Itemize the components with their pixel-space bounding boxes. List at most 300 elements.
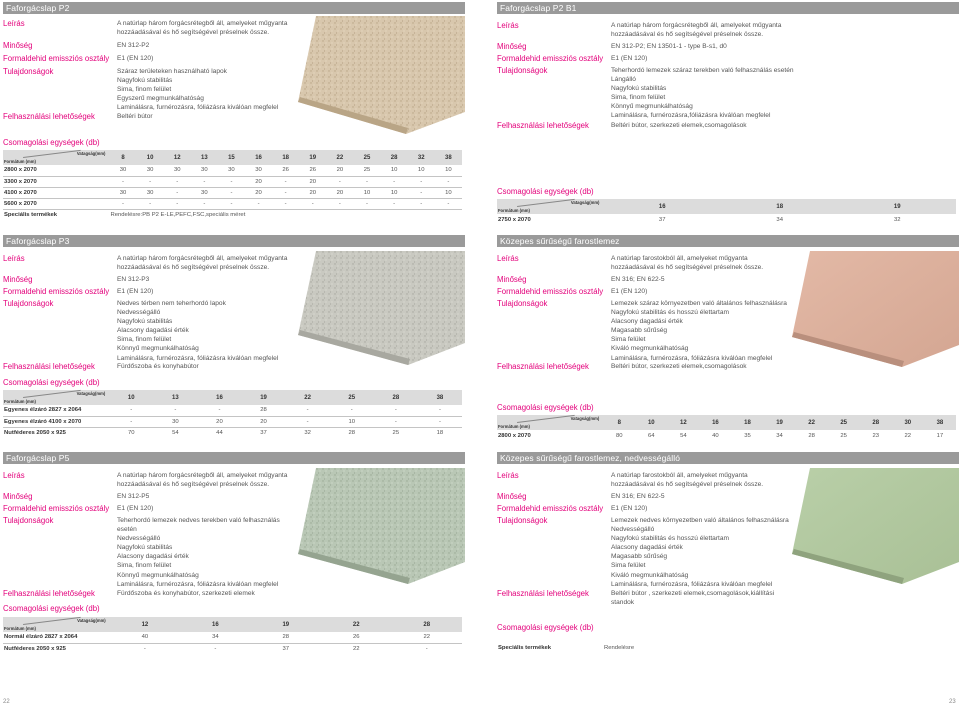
- table-cell: 17: [936, 432, 944, 439]
- table-cell: -: [137, 198, 164, 209]
- prop-label: Tulajdonságok: [497, 66, 548, 75]
- prop-label: Felhasználási lehetőségek: [497, 589, 589, 598]
- table-cell: -: [218, 198, 245, 209]
- prop-value: Nedvességálló: [117, 535, 161, 543]
- thickness-header: 13: [153, 390, 197, 405]
- table-cell: 44: [216, 429, 223, 436]
- prop-value: Alacsony dagadási érték: [611, 318, 683, 326]
- table-cell: 22: [904, 432, 912, 439]
- prop-label: Minőség: [497, 492, 527, 501]
- row-format-label: Normál élzáró 2827 x 2064: [3, 632, 110, 643]
- prop-value: Sima felület: [611, 562, 646, 570]
- table-cell: 30: [191, 187, 218, 198]
- prop-label: Leírás: [497, 21, 519, 30]
- thickness-header: 38: [418, 390, 462, 405]
- table-cell: 10: [330, 416, 374, 427]
- format-header-label: Formátum (mm): [498, 208, 530, 213]
- thickness-header: 10: [635, 415, 667, 430]
- prop-value: standok: [611, 599, 635, 607]
- thickness-header: 19: [838, 199, 956, 214]
- thickness-header: 22: [796, 415, 828, 430]
- header-divider: [517, 415, 575, 423]
- prop-value: EN 316; EN 622-5: [611, 493, 665, 500]
- thickness-header: 16: [245, 150, 272, 165]
- format-header-label: Formátum (mm): [4, 159, 36, 164]
- table-corner-header: [3, 150, 109, 165]
- header-divider: [517, 199, 575, 207]
- table-cell: -: [109, 416, 153, 427]
- prop-value: Sima, finom felület: [611, 94, 666, 102]
- prop-value: E1 (EN 120): [117, 288, 154, 295]
- table-cell: 40: [712, 432, 719, 439]
- table-cell: 25: [392, 429, 400, 436]
- board-illustration: [298, 16, 465, 134]
- thickness-header: 12: [667, 415, 699, 430]
- packaging-title: Csomagolási egységek (db): [3, 138, 100, 147]
- thickness-header: 25: [330, 390, 374, 405]
- table-cell: -: [153, 405, 197, 416]
- table-cell: 35: [744, 432, 751, 439]
- table-cell: 20: [299, 176, 326, 187]
- prop-value: EN 312-P3: [117, 276, 150, 283]
- table-cell: -: [197, 405, 241, 416]
- special-products-note: Rendelésre: [604, 644, 635, 651]
- prop-label: Leírás: [497, 254, 519, 263]
- prop-label: Felhasználási lehetőségek: [497, 121, 589, 130]
- table-cell: 37: [658, 216, 666, 223]
- table-cell: 20: [326, 187, 353, 198]
- prop-value: Sima, finom felület: [117, 86, 172, 94]
- prop-value: Nedvességálló: [117, 309, 161, 317]
- thickness-header: 19: [299, 150, 326, 165]
- thickness-header: 10: [109, 390, 153, 405]
- table-cell: -: [191, 198, 218, 209]
- prop-value: E1 (EN 120): [117, 505, 154, 512]
- table-cell: 34: [180, 632, 250, 643]
- packaging-title: Csomagolási egységek (db): [3, 378, 100, 387]
- table-row: [497, 214, 956, 225]
- prop-label: Tulajdonságok: [497, 299, 548, 308]
- prop-value: Beltéri bútor , szerkezeti elemek,csomagolások,kiállítási: [611, 590, 775, 597]
- board-image: [792, 468, 959, 584]
- table-cell: 10: [435, 165, 462, 176]
- table-row: [3, 416, 462, 427]
- table-cell: -: [374, 405, 418, 416]
- prop-value: Sima felület: [611, 336, 646, 344]
- prop-value: Száraz területeken használható lapok: [117, 68, 227, 75]
- thickness-header-label: Vatagság(mm): [570, 416, 600, 421]
- product-section-p3: [3, 235, 465, 436]
- table-header-row: [3, 390, 462, 405]
- table-cell: -: [374, 416, 418, 427]
- table-cell: -: [272, 187, 299, 198]
- table-cell: -: [330, 405, 374, 416]
- row-format-label: 2800 x 2070: [498, 432, 531, 439]
- table-corner-header: [3, 617, 110, 632]
- prop-value: Fürdőszoba és konyhabútor, szerkezeti elemek: [117, 590, 255, 597]
- table-cell: 18: [436, 429, 444, 436]
- product-section-mdf-mr: [497, 452, 959, 651]
- prop-label: Tulajdonságok: [497, 516, 548, 525]
- prop-value: Beltéri bútor: [117, 113, 153, 120]
- packaging-table: [497, 415, 956, 441]
- prop-value: A natúrlap három forgácsrétegből áll, amelyeket műgyanta: [117, 255, 288, 262]
- thickness-header: 28: [860, 415, 892, 430]
- thickness-header: 16: [197, 390, 241, 405]
- table-row: [3, 427, 462, 438]
- row-format-label: 4100 x 2070: [3, 187, 109, 198]
- product-section-p2: [3, 2, 465, 218]
- table-cell: 20: [245, 187, 272, 198]
- table-cell: -: [164, 187, 191, 198]
- table-cell: 32: [893, 216, 901, 223]
- prop-label: Tulajdonságok: [3, 516, 54, 525]
- thickness-header: 22: [326, 150, 353, 165]
- table-cell: 25: [840, 432, 847, 439]
- prop-value: Beltéri bútor, szerkezeti elemek,csomagolások: [611, 363, 747, 370]
- table-cell: 28: [808, 432, 815, 439]
- prop-label: Leírás: [3, 254, 25, 263]
- table-cell: 30: [109, 165, 136, 176]
- row-format-label: Egyenes élzáró 2827 x 2064: [3, 405, 109, 416]
- row-format-label: Nutféderes 2050 x 925: [4, 429, 66, 436]
- table-corner-header: [497, 199, 603, 214]
- prop-value: Laminálásra, furnérozásra, fóliázásra kiválóan megfelel: [611, 580, 773, 588]
- prop-label: Felhasználási lehetőségek: [3, 112, 95, 121]
- table-cell: 10: [435, 187, 462, 198]
- header-divider: [23, 150, 81, 158]
- section-title: Közepes sűrűségű farostlemez, nedvességálló: [497, 452, 959, 464]
- table-cell: -: [191, 176, 218, 187]
- prop-value: A natúrlap farostokból áll, amelyeket műgyanta: [611, 255, 748, 262]
- board-image: [298, 468, 465, 584]
- table-row: [3, 176, 462, 187]
- thickness-header: 8: [109, 150, 136, 165]
- table-cell: 23: [872, 432, 880, 439]
- table-cell: -: [418, 405, 462, 416]
- table-cell: -: [425, 645, 428, 652]
- page-number: 22: [3, 699, 10, 705]
- table-corner-header: [497, 415, 603, 430]
- table-cell: -: [272, 198, 299, 209]
- special-products-label: Speciális termékek: [498, 644, 552, 651]
- prop-value: hozzáadásával és hő segítségével préselnek össze.: [611, 264, 764, 272]
- prop-value: Magasabb sűrűség: [611, 553, 668, 561]
- prop-value: Könnyű megmunkálhatóság: [611, 103, 693, 111]
- thickness-header: 22: [321, 617, 391, 632]
- prop-value: Kiváló megmunkálhatóság: [611, 571, 689, 579]
- thickness-header: 22: [286, 390, 330, 405]
- prop-value: Beltéri bútor, szerkezeti elemek,csomagolások: [611, 122, 747, 129]
- table-cell: 10: [408, 165, 435, 176]
- prop-value: A natúrlap farostokból áll, amelyeket műgyanta: [611, 472, 748, 479]
- prop-value: Nagyfokú stabilitás: [117, 318, 173, 326]
- row-format-label: Nutféderes 2050 x 925: [4, 645, 66, 652]
- prop-label: Formaldehid emissziós osztály: [3, 287, 110, 296]
- thickness-header: 18: [272, 150, 299, 165]
- prop-label: Tulajdonságok: [3, 299, 54, 308]
- prop-label: Formaldehid emissziós osztály: [3, 54, 110, 63]
- prop-value: Könnyű megmunkálhatóság: [117, 571, 199, 579]
- table-cell: 26: [299, 165, 326, 176]
- thickness-header: 38: [924, 415, 956, 430]
- table-corner-header: [3, 390, 109, 405]
- table-cell: 20: [242, 416, 286, 427]
- table-cell: 54: [680, 432, 687, 439]
- section-title: Faforgácslap P5: [3, 452, 465, 464]
- prop-value: E1 (EN 120): [611, 55, 648, 62]
- table-cell: -: [408, 176, 435, 187]
- table-cell: 37: [282, 645, 290, 652]
- table-cell: 64: [648, 432, 655, 439]
- prop-value: EN 312-P5: [117, 493, 150, 500]
- prop-label: Minőség: [3, 41, 33, 50]
- prop-label: Leírás: [3, 471, 25, 480]
- thickness-header-label: Vatagság(mm): [570, 200, 600, 205]
- table-cell: -: [326, 176, 353, 187]
- prop-label: Formaldehid emissziós osztály: [497, 54, 604, 63]
- prop-value: Nagyfokú stabilitás: [611, 85, 667, 93]
- table-cell: -: [143, 645, 146, 652]
- prop-value: A natúrlap három forgácsrétegből áll, amelyeket műgyanta: [117, 472, 288, 479]
- product-section-mdf: [497, 235, 959, 439]
- format-header-label: Formátum (mm): [498, 424, 530, 429]
- table-cell: 34: [776, 432, 783, 439]
- header-divider: [23, 390, 81, 398]
- table-cell: 30: [218, 165, 245, 176]
- prop-value: Magasabb sűrűség: [611, 327, 668, 335]
- table-row: [3, 187, 462, 198]
- table-cell: -: [286, 416, 330, 427]
- table-cell: 40: [110, 632, 180, 643]
- thickness-header: 19: [251, 617, 321, 632]
- packaging-title: Csomagolási egységek (db): [497, 403, 594, 412]
- prop-value: Lángálló: [611, 76, 636, 84]
- thickness-header: 8: [603, 415, 635, 430]
- prop-value: Lemezek száraz környezetben való általános felhasználásra: [611, 300, 787, 307]
- prop-value: EN 312-P2: [117, 42, 150, 49]
- table-cell: -: [408, 187, 435, 198]
- prop-value: Egyszerű megmunkálhatóság: [117, 95, 204, 103]
- prop-label: Felhasználási lehetőségek: [497, 362, 589, 371]
- thickness-header: 30: [892, 415, 924, 430]
- thickness-header: 16: [180, 617, 250, 632]
- table-cell: 10: [381, 165, 408, 176]
- table-cell: -: [109, 176, 136, 187]
- table-cell: -: [353, 176, 380, 187]
- thickness-header: 28: [374, 390, 418, 405]
- table-cell: 20: [197, 416, 241, 427]
- table-cell: -: [245, 198, 272, 209]
- table-cell: -: [353, 198, 380, 209]
- table-cell: -: [435, 176, 462, 187]
- table-cell: -: [381, 198, 408, 209]
- thickness-header: 28: [381, 150, 408, 165]
- thickness-header: 28: [392, 617, 463, 632]
- table-cell: -: [435, 198, 462, 209]
- product-section-p5: [3, 452, 465, 652]
- prop-value: Nedvességálló: [611, 526, 655, 534]
- table-cell: 32: [304, 429, 311, 436]
- row-format-label: 2800 x 2070: [3, 165, 109, 176]
- thickness-header: 12: [110, 617, 180, 632]
- prop-value: Kiváló megmunkálhatóság: [611, 345, 689, 353]
- prop-value: Alacsony dagadási érték: [611, 544, 683, 552]
- prop-label: Leírás: [497, 471, 519, 480]
- table-cell: 30: [137, 165, 164, 176]
- section-title: Közepes sűrűségű farostlemez: [497, 235, 959, 247]
- prop-label: Felhasználási lehetőségek: [3, 362, 95, 371]
- thickness-header: 19: [764, 415, 796, 430]
- special-products-row: [497, 642, 956, 653]
- prop-value: hozzáadásával és hő segítségével préselnek össze.: [611, 481, 764, 489]
- table-cell: 20: [299, 187, 326, 198]
- table-row: [3, 165, 462, 176]
- table-header-row: [497, 199, 956, 214]
- prop-value: Teherhordó lemezek száraz terekben való felhasználás esetén: [611, 67, 794, 74]
- format-header-label: Formátum (mm): [4, 626, 36, 631]
- prop-value: Laminálásra, furnérozásra, fóliázásra kiválóan megfelel: [117, 354, 279, 362]
- table-cell: 37: [260, 429, 267, 436]
- prop-value: Laminálásra, furnérozásra, fóliázásra kiválóan megfelel: [611, 354, 773, 362]
- table-cell: -: [408, 198, 435, 209]
- section-title: Faforgácslap P2: [3, 2, 465, 14]
- packaging-table: [3, 390, 462, 438]
- table-cell: 30: [153, 416, 197, 427]
- prop-value: Nagyfokú stabilitás: [117, 77, 173, 85]
- table-cell: -: [109, 405, 153, 416]
- table-cell: -: [214, 645, 217, 652]
- thickness-header-label: Vatagság(mm): [77, 618, 106, 623]
- packaging-title: Csomagolási egységek (db): [497, 623, 594, 632]
- prop-value: E1 (EN 120): [611, 288, 648, 295]
- thickness-header: 18: [721, 199, 839, 214]
- prop-label: Minőség: [3, 275, 33, 284]
- prop-value: Laminálásra, furnérozásra, fóliázásra kiválóan megfelel: [117, 104, 279, 112]
- prop-value: Sima, finom felület: [117, 336, 172, 344]
- table-cell: -: [272, 176, 299, 187]
- table-cell: 22: [392, 632, 463, 643]
- table-row: [3, 632, 462, 643]
- section-title: Faforgácslap P3: [3, 235, 465, 247]
- table-cell: 30: [109, 187, 136, 198]
- section-title: Faforgácslap P2 B1: [497, 2, 959, 14]
- table-cell: 25: [353, 165, 380, 176]
- table-cell: 22: [352, 645, 360, 652]
- table-cell: 54: [172, 429, 179, 436]
- prop-value: Könnyű megmunkálhatóság: [117, 345, 199, 353]
- table-cell: -: [381, 176, 408, 187]
- prop-value: Alacsony dagadási érték: [117, 327, 189, 335]
- thickness-header: 12: [164, 150, 191, 165]
- packaging-table: [497, 642, 956, 653]
- thickness-header: 10: [137, 150, 164, 165]
- prop-label: Formaldehid emissziós osztály: [3, 504, 110, 513]
- thickness-header: 16: [699, 415, 731, 430]
- board-image: [298, 251, 465, 365]
- table-row: [3, 198, 462, 209]
- table-row: [3, 405, 462, 416]
- packaging-table: [497, 199, 956, 225]
- thickness-header-label: Vatagság(mm): [76, 151, 106, 156]
- prop-value: EN 312-P2; EN 13501-1 - type B-s1, d0: [611, 43, 727, 50]
- prop-label: Felhasználási lehetőségek: [3, 589, 95, 598]
- thickness-header: 15: [218, 150, 245, 165]
- prop-value: Laminálásra, furnérozásra, fóliázásra kiválóan megfelel: [117, 580, 279, 588]
- board-illustration: [792, 251, 959, 367]
- table-cell: 20: [245, 176, 272, 187]
- row-format-label: 5600 x 2070: [3, 198, 109, 209]
- table-cell: 80: [615, 432, 623, 439]
- prop-label: Minőség: [3, 492, 33, 501]
- special-products-note: Rendelésre:PB P2 E-LE,PEFC,FSC,speciális méret: [110, 211, 246, 218]
- prop-value: Nagyfokú stabilitás és hosszú élettartam: [611, 535, 730, 543]
- table-header-row: [497, 415, 956, 430]
- table-cell: 10: [353, 187, 380, 198]
- prop-value: Fürdőszoba és konyhabútor: [117, 363, 199, 370]
- table-cell: 30: [191, 165, 218, 176]
- table-cell: -: [164, 198, 191, 209]
- page-number: 23: [949, 699, 956, 705]
- prop-label: Formaldehid emissziós osztály: [497, 287, 604, 296]
- prop-label: Formaldehid emissziós osztály: [497, 504, 604, 513]
- header-divider: [23, 617, 81, 625]
- table-cell: -: [218, 176, 245, 187]
- packaging-table: [3, 150, 462, 220]
- table-cell: -: [418, 416, 462, 427]
- prop-value: esetén: [117, 526, 137, 534]
- table-cell: 28: [251, 632, 321, 643]
- prop-value: A natúrlap három forgácsrétegből áll, amelyeket műgyanta: [611, 22, 782, 29]
- thickness-header-label: Vatagság(mm): [76, 391, 106, 396]
- format-header-label: Formátum (mm): [4, 399, 36, 404]
- prop-value: EN 316; EN 622-5: [611, 276, 665, 283]
- prop-value: Nedves térben nem teherhordó lapok: [117, 300, 226, 307]
- table-cell: 28: [348, 429, 356, 436]
- prop-label: Leírás: [3, 19, 25, 28]
- prop-value: hozzáadásával és hő segítségével préselnek össze.: [611, 31, 764, 39]
- thickness-header: 13: [191, 150, 218, 165]
- table-row: [497, 430, 956, 441]
- prop-value: Sima, finom felület: [117, 562, 172, 570]
- table-cell: 70: [127, 429, 135, 436]
- table-header-row: [3, 617, 462, 632]
- board-illustration: [298, 468, 465, 584]
- product-section-p2-b1: [497, 2, 959, 223]
- prop-label: Tulajdonságok: [3, 67, 54, 76]
- table-cell: 26: [321, 632, 391, 643]
- table-cell: 20: [326, 165, 353, 176]
- table-row: [3, 643, 462, 654]
- prop-value: Laminálásra, furnérozásra,fóliázásra kiválóan megfelel: [611, 112, 771, 120]
- board-image: [792, 251, 959, 367]
- table-cell: -: [326, 198, 353, 209]
- prop-value: hozzáadásával és hő segítségével préselnek össze.: [117, 481, 270, 489]
- thickness-header: 25: [828, 415, 860, 430]
- packaging-title: Csomagolási egységek (db): [497, 187, 594, 196]
- prop-value: Alacsony dagadási érték: [117, 553, 189, 561]
- thickness-header: 18: [731, 415, 763, 430]
- packaging-table: [3, 617, 462, 654]
- prop-value: Nagyfokú stabilitás és hosszú élettartam: [611, 309, 730, 317]
- prop-value: hozzáadásával és hő segítségével préselnek össze.: [117, 264, 270, 272]
- table-cell: 30: [137, 187, 164, 198]
- special-products-label: Speciális termékek: [4, 211, 58, 218]
- prop-label: Minőség: [497, 42, 527, 51]
- table-cell: 30: [245, 165, 272, 176]
- table-cell: -: [299, 198, 326, 209]
- thickness-header: 38: [435, 150, 462, 165]
